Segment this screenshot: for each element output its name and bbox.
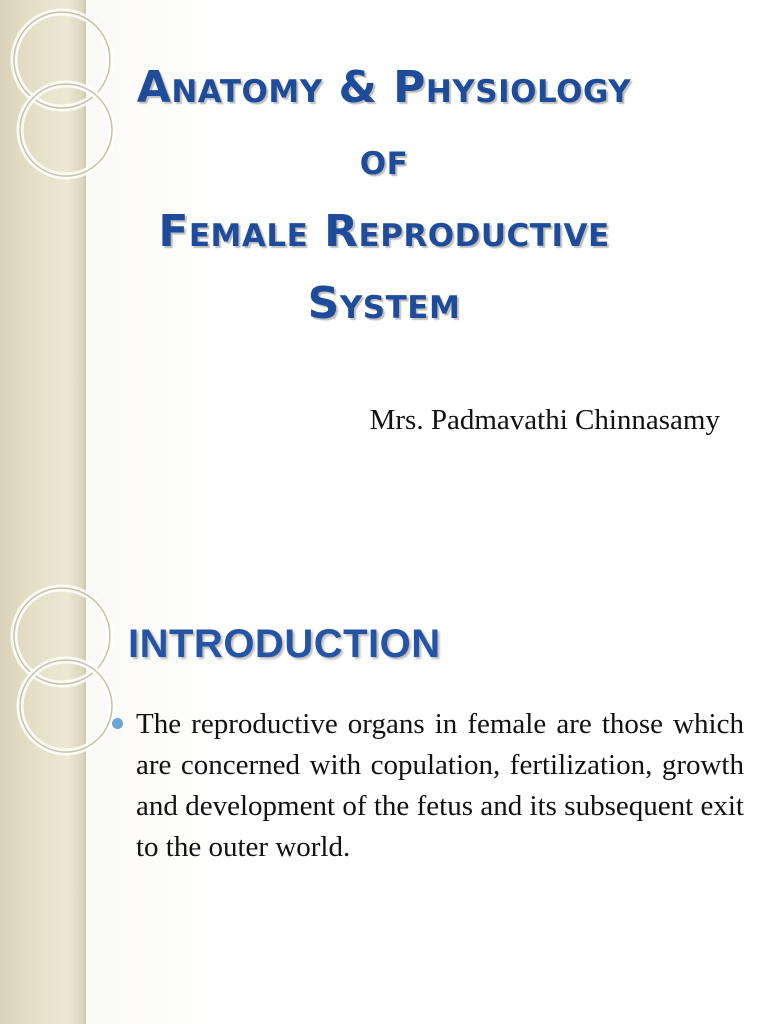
round-bullet-icon — [112, 718, 123, 729]
introduction-slide — [0, 576, 768, 1024]
slide-title — [84, 52, 684, 340]
title-line: Anatomy & Physiology — [136, 62, 632, 113]
title-line: of — [359, 134, 409, 185]
section-heading: INTRODUCTION — [128, 622, 441, 666]
bullet-text: The reproductive organs in female are those which are concerned with copulation, fertilization, growth and development of the fetus and its subsequent exit to the outer world. — [136, 708, 744, 863]
title-line: Female Reproductive — [158, 206, 610, 257]
list-item — [108, 704, 744, 868]
title-line: System — [307, 278, 461, 329]
ring-decoration-icon — [0, 576, 120, 776]
author-name: Mrs. Padmavathi Chinnasamy — [369, 404, 720, 436]
bullet-list — [108, 704, 744, 868]
